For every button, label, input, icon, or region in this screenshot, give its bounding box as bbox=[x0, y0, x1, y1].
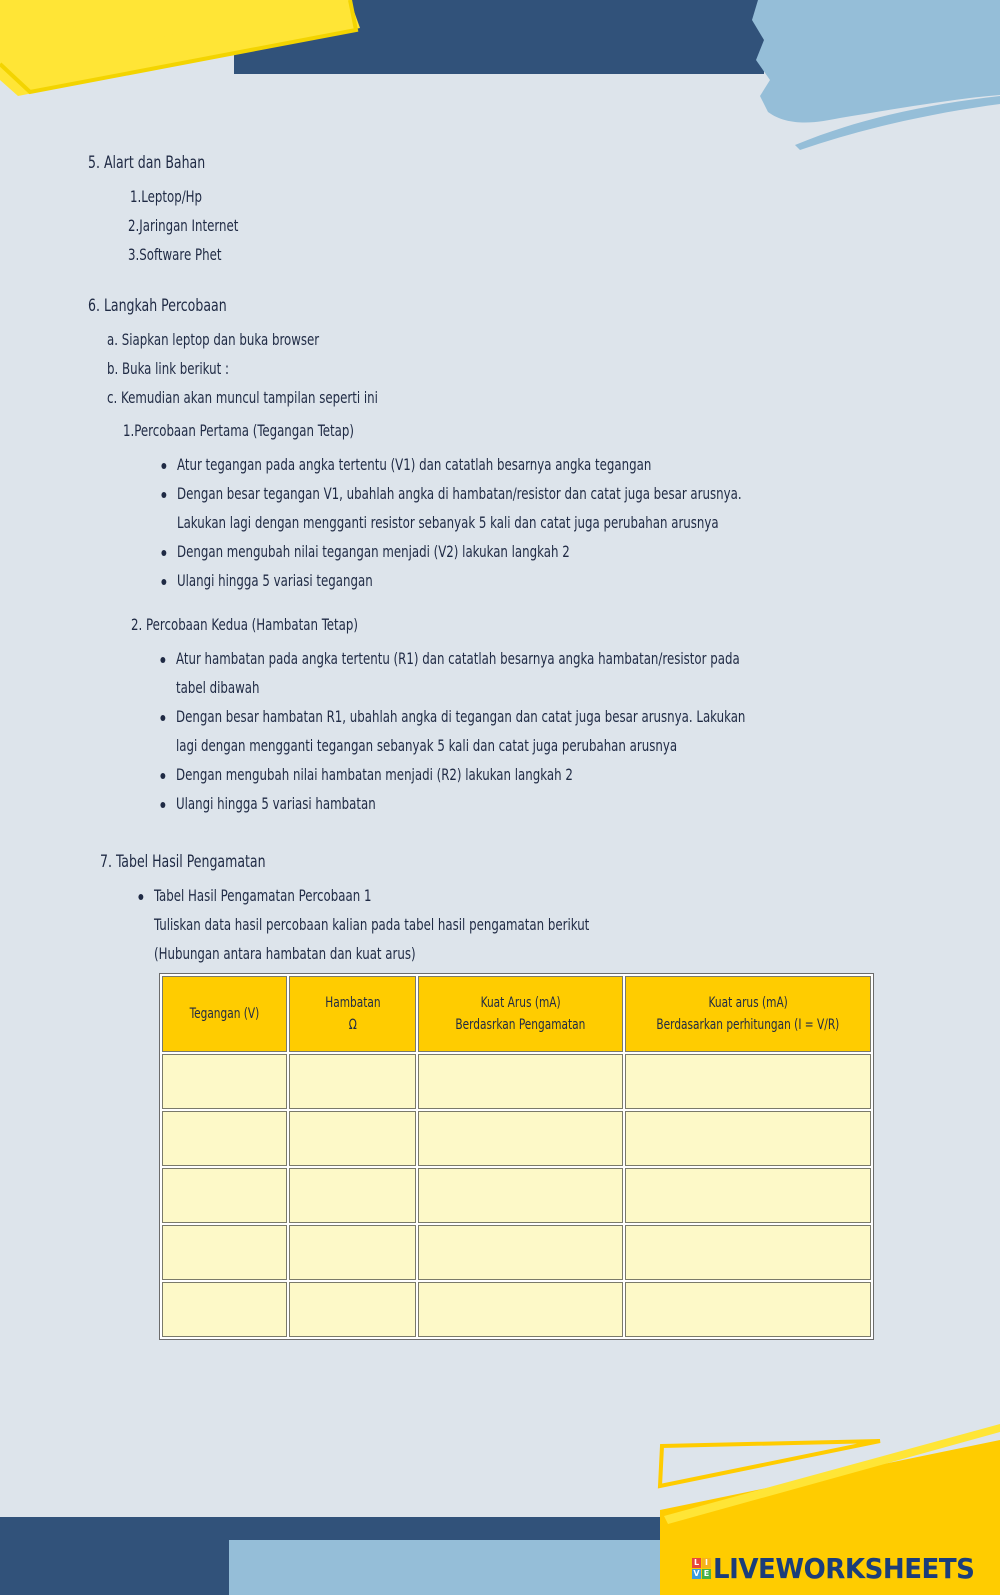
observation-table bbox=[159, 973, 874, 1340]
cell-resistance[interactable] bbox=[289, 1168, 416, 1223]
section-6-title: 6. Langkah Percobaan bbox=[88, 296, 227, 316]
cell-current-calculated[interactable] bbox=[625, 1282, 871, 1337]
section-7-title: 7. Tabel Hasil Pengamatan bbox=[100, 852, 266, 872]
material-item: 1.Leptop/Hp bbox=[130, 187, 203, 206]
cell-current-calculated[interactable] bbox=[625, 1225, 871, 1280]
experiment-1-bullet: Ulangi hingga 5 variasi tegangan bbox=[177, 571, 373, 590]
cell-resistance[interactable] bbox=[289, 1054, 416, 1109]
cell-resistance[interactable] bbox=[289, 1282, 416, 1337]
cell-current-observed[interactable] bbox=[418, 1111, 623, 1166]
cell-voltage[interactable] bbox=[162, 1111, 287, 1166]
logo-icon: L I V E bbox=[693, 1557, 710, 1578]
material-item: 2.Jaringan Internet bbox=[128, 216, 239, 235]
experiment-2-bullet-continued: lagi dengan mengganti tegangan sebanyak 5 kali dan catat juga perubahan arusnya bbox=[176, 736, 678, 755]
experiment-2-bullet: Ulangi hingga 5 variasi hambatan bbox=[176, 794, 376, 813]
experiment-1-bullet: Atur tegangan pada angka tertentu (V1) dan catatlah besarnya angka tegangan bbox=[177, 455, 652, 474]
logo-text: LIVEWORKSHEETS bbox=[713, 1551, 975, 1585]
cell-resistance[interactable] bbox=[289, 1225, 416, 1280]
cell-current-observed[interactable] bbox=[418, 1168, 623, 1223]
experiment-2-bullet: Dengan besar hambatan R1, ubahlah angka di tegangan dan catat juga besar arusnya. Lakukan bbox=[176, 707, 746, 726]
step-item: b. Buka link berikut : bbox=[107, 359, 229, 378]
experiment-1-title: 1.Percobaan Pertama (Tegangan Tetap) bbox=[123, 421, 354, 440]
experiment-1-bullet-continued: Lakukan lagi dengan mengganti resistor sebanyak 5 kali dan catat juga perubahan arusnya bbox=[177, 513, 719, 532]
table-row bbox=[162, 1168, 871, 1223]
ohm-symbol: Ω bbox=[348, 1017, 357, 1033]
table-row bbox=[162, 1225, 871, 1280]
cell-current-observed[interactable] bbox=[418, 1225, 623, 1280]
cell-current-observed[interactable] bbox=[418, 1054, 623, 1109]
table-row bbox=[162, 1054, 871, 1109]
cell-current-calculated[interactable] bbox=[625, 1111, 871, 1166]
liveworksheets-logo[interactable] bbox=[692, 1553, 994, 1583]
step-item: c. Kemudian akan muncul tampilan seperti ini bbox=[107, 388, 378, 407]
header-resistance: Hambatan Ω bbox=[289, 976, 416, 1052]
experiment-2-title: 2. Percobaan Kedua (Hambatan Tetap) bbox=[131, 615, 358, 634]
header-current-observed: Kuat Arus (mA) Berdasrkan Pengamatan bbox=[418, 976, 623, 1052]
step-item: a. Siapkan leptop dan buka browser bbox=[107, 330, 320, 349]
experiment-2-bullet: Dengan mengubah nilai hambatan menjadi (R2) lakukan langkah 2 bbox=[176, 765, 573, 784]
table-subtitle: (Hubungan antara hambatan dan kuat arus) bbox=[154, 944, 416, 963]
cell-current-calculated[interactable] bbox=[625, 1168, 871, 1223]
table-header-row bbox=[162, 976, 871, 1052]
cell-current-observed[interactable] bbox=[418, 1282, 623, 1337]
experiment-1-bullet: Dengan besar tegangan V1, ubahlah angka di hambatan/resistor dan catat juga besar arusnya. bbox=[177, 484, 742, 503]
table-row bbox=[162, 1111, 871, 1166]
cell-voltage[interactable] bbox=[162, 1168, 287, 1223]
section-5-title: 5. Alart dan Bahan bbox=[88, 153, 206, 173]
cell-voltage[interactable] bbox=[162, 1054, 287, 1109]
material-item: 3.Software Phet bbox=[128, 245, 222, 264]
header-current-calculated: Kuat arus (mA) Berdasarkan perhitungan (I = V/R) bbox=[625, 976, 871, 1052]
header-voltage: Tegangan (V) bbox=[162, 976, 287, 1052]
cell-voltage[interactable] bbox=[162, 1282, 287, 1337]
table-row bbox=[162, 1282, 871, 1337]
experiment-2-bullet-continued: tabel dibawah bbox=[176, 678, 260, 697]
cell-resistance[interactable] bbox=[289, 1111, 416, 1166]
experiment-2-bullet: Atur hambatan pada angka tertentu (R1) dan catatlah besarnya angka hambatan/resistor pada bbox=[176, 649, 740, 668]
cell-voltage[interactable] bbox=[162, 1225, 287, 1280]
table-instruction: Tuliskan data hasil percobaan kalian pada tabel hasil pengamatan berikut bbox=[154, 915, 590, 934]
table-caption-bullet: Tabel Hasil Pengamatan Percobaan 1 bbox=[154, 886, 372, 905]
cell-current-calculated[interactable] bbox=[625, 1054, 871, 1109]
experiment-1-bullet: Dengan mengubah nilai tegangan menjadi (V2) lakukan langkah 2 bbox=[177, 542, 570, 561]
